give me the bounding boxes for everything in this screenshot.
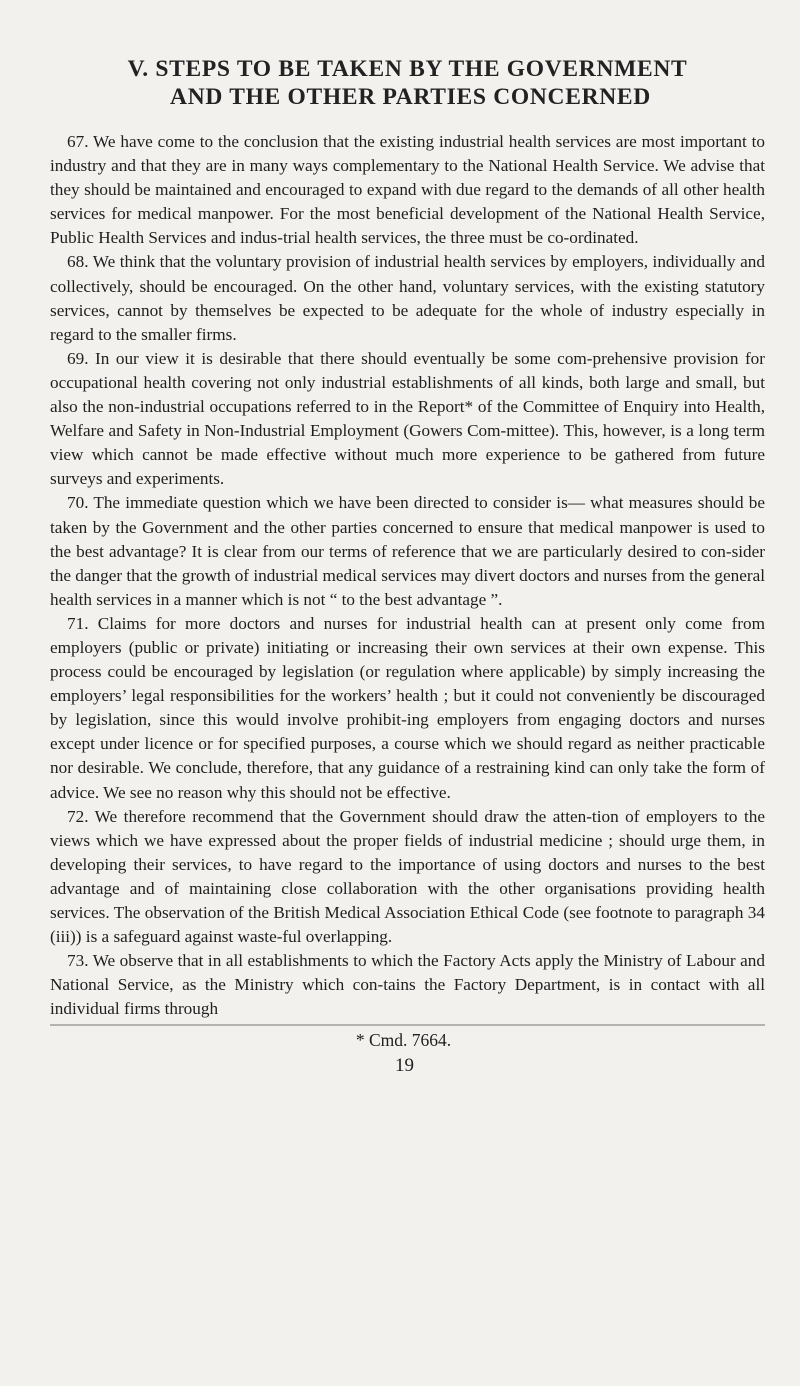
paragraph-73: 73. We observe that in all establishments to which the Factory Acts apply the Ministry of Labour and National Service, as the Ministry which con-tains the Factory Department, is in contact with all individual firms through xyxy=(50,951,765,1019)
section-heading xyxy=(50,55,765,111)
footnote-divider xyxy=(50,1024,765,1026)
paragraph-68: 68. We think that the voluntary provision of industrial health services by employers, individually and collectively, should be encouraged. On the other hand, voluntary services, with the existing statutory services, cannot by themselves be expected to be adequate for the whole of industry especially in regard to the smaller firms. xyxy=(50,252,765,344)
section-heading-line-1: V. STEPS TO BE TAKEN BY THE GOVERNMENT xyxy=(127,56,688,82)
paragraph-69: 69. In our view it is desirable that there should eventually be some com-prehensive provision for occupational health covering not only industrial establishments of all kinds, both large and small, but also the non-industrial occupations referred to in the Report* of the Committee of Enquiry into Health, Welfare and Safety in Non-Industrial Employment (Gowers Com-mittee). This, however, is a long term view which cannot be made effective without much more experience to be gathered from future surveys and experiments. xyxy=(50,348,765,489)
paragraph-72: 72. We therefore recommend that the Government should draw the atten-tion of employers to the views which we have expressed about the proper fields of industrial medicine ; should urge them, in developing their services, to have regard to the importance of using doctors and nurses to the best advantage and of maintaining close collaboration with the other organisations providing health services. The observation of the British Medical Association Ethical Code (see footnote to paragraph 34 (iii)) is a safeguard against waste-ful overlapping. xyxy=(50,806,765,947)
footnote: * Cmd. 7664. xyxy=(355,1030,452,1051)
paragraph-67: 67. We have come to the conclusion that the existing industrial health services are most important to industry and that they are in many ways complementary to the National Health Service. We advise that they should be maintained and encouraged to expand with due regard to the demands of all other health services for medical manpower. For the most beneficial development of the National Health Service, Public Health Services and indus-trial health services, the three must be co-ordinated. xyxy=(50,132,765,248)
paragraph-70: 70. The immediate question which we have been directed to consider is— what measures should be taken by the Government and the other parties concerned to ensure that medical manpower is used to the best advantage? It is clear from our terms of reference that we are particularly desired to con-sider the danger that the growth of industrial medical services may divert doctors and nurses from the general health services in a manner which is not “ to the best advantage ”. xyxy=(50,493,765,609)
page-number: 19 xyxy=(395,1055,414,1077)
document-page xyxy=(50,55,765,1078)
body-text xyxy=(50,130,765,1021)
section-heading-line-2: AND THE OTHER PARTIES CONCERNED xyxy=(170,84,651,110)
paragraph-71: 71. Claims for more doctors and nurses for industrial health can at present only come from employers (public or private) initiating or increasing their own services at their own expense. This process could be encouraged by legislation (or regulation where applicable) by simply increasing the employers’ legal responsibilities for the workers’ health ; but it could not conveniently be discouraged by legislation, since this would involve prohibit-ing employers from engaging doctors and nurses except under licence or for specified purposes, a course which we should regard as neither practicable nor desirable. We conclude, therefore, that any guidance of a restraining kind can only take the form of advice. We see no reason why this should not be effective. xyxy=(50,613,765,802)
